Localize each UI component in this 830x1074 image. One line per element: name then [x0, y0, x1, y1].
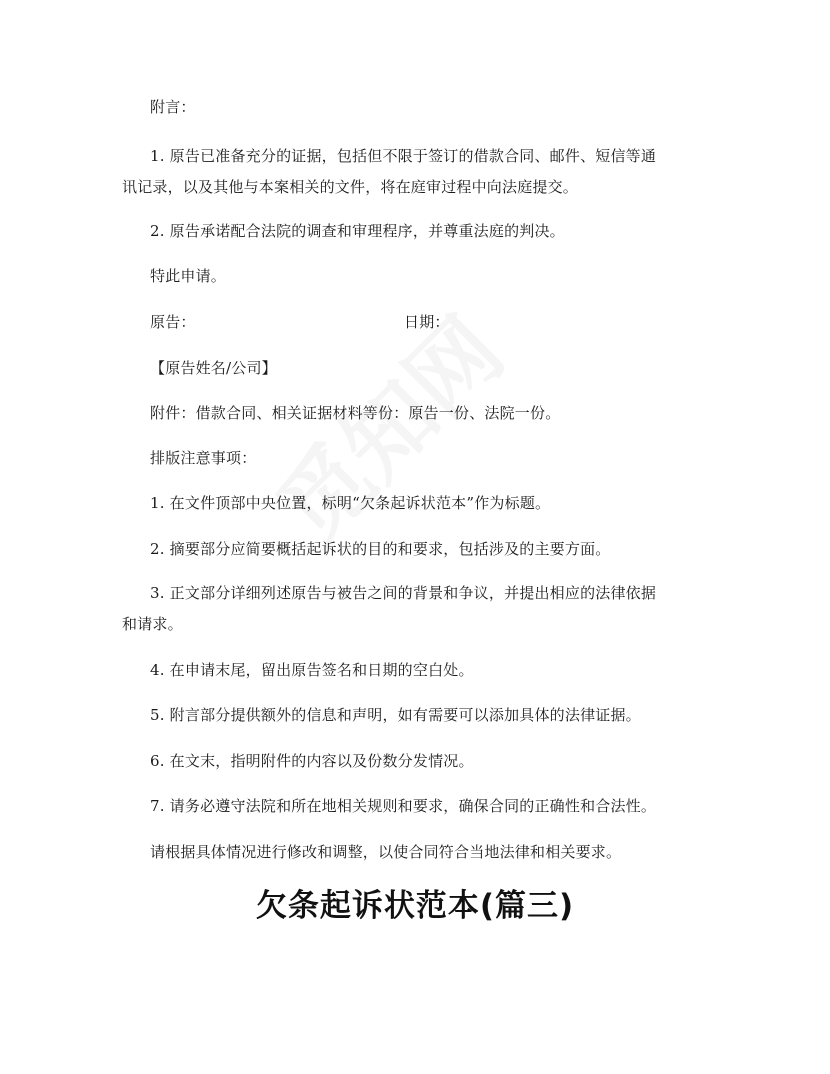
- note-3-line-2: 和请求。: [122, 615, 183, 633]
- note-7: 7. 请务必遵守法院和所在地相关规则和要求，确保合同的正确性和合法性。: [150, 797, 657, 815]
- note-3-line-1: 3. 正文部分详细列述原告与被告之间的背景和争议，并提出相应的法律依据: [150, 584, 657, 602]
- date-label: 日期：: [404, 313, 450, 331]
- plaintiff-name-placeholder: 【原告姓名/公司】: [150, 359, 277, 377]
- note-2: 2. 摘要部分应简要概括起诉状的目的和要求，包括涉及的主要方面。: [150, 540, 611, 558]
- final-instruction: 请根据具体情况进行修改和调整，以使合同符合当地法律和相关要求。: [150, 843, 622, 861]
- notes-heading: 排版注意事项：: [150, 449, 257, 467]
- appendix-heading: 附言：: [150, 98, 196, 116]
- appendix-item-2: 2. 原告承诺配合法院的调查和审理程序，并尊重法庭的判决。: [150, 222, 565, 240]
- note-5: 5. 附言部分提供额外的信息和声明，如有需要可以添加具体的法律证据。: [150, 706, 641, 724]
- appendix-item-1-line-1: 1. 原告已准备充分的证据，包括但不限于签订的借款合同、邮件、短信等通: [150, 147, 657, 165]
- note-1: 1. 在文件顶部中央位置，标明“欠条起诉状范本”作为标题。: [150, 494, 551, 512]
- appendix-item-1-line-2: 讯记录，以及其他与本案相关的文件，将在庭审过程中向法庭提交。: [122, 178, 579, 196]
- closing-phrase: 特此申请。: [150, 267, 227, 285]
- attachments-line: 附件：借款合同、相关证据材料等份：原告一份、法院一份。: [150, 404, 561, 422]
- watermark: [244, 284, 527, 567]
- note-6: 6. 在文末，指明附件的内容以及份数分发情况。: [150, 752, 474, 770]
- note-4: 4. 在申请末尾，留出原告签名和日期的空白处。: [150, 661, 474, 679]
- plaintiff-label: 原告：: [150, 313, 196, 331]
- section-title: 欠条起诉状范本(篇三): [255, 888, 575, 924]
